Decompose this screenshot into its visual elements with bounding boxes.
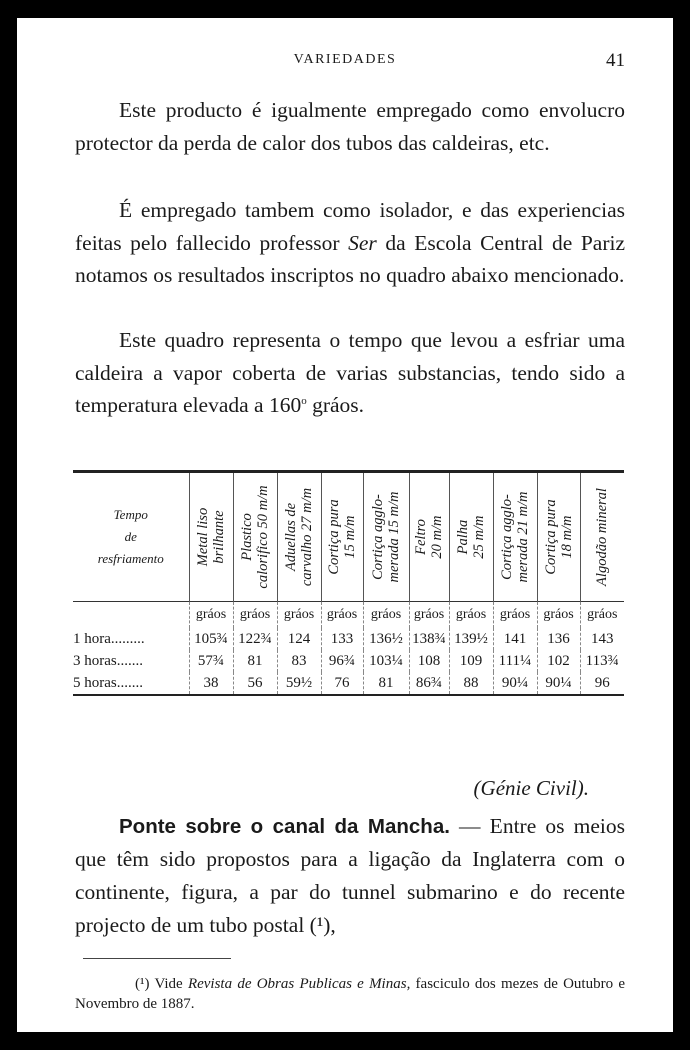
table-cell: 96¾ [321,650,363,672]
unit-cell: gráos [189,602,233,629]
row-header-line-1: Tempo [113,507,148,522]
table-cell: 81 [233,650,277,672]
row-header [73,504,189,570]
column-header-cell [189,473,233,602]
column-header: Aduellas de carvalho 27 m/m [283,487,315,587]
paragraph-3-part-a: Este quadro representa o tempo que levou a esfriar uma caldeira a vapor coberta de varias substancias, tendo sido a temperatura elevada a 160 [75,328,625,418]
unit-cell: gráos [363,602,409,629]
unit-cell: gráos [321,602,363,629]
row-label: 1 hora......... [73,630,145,647]
table-cell: 136 [537,628,580,650]
table-cell: 56 [233,672,277,694]
column-header: Feltro 20 m/m [413,515,445,559]
column-header-cell [449,473,493,602]
table-cell: 139½ [449,628,493,650]
unit-cell: gráos [537,602,580,629]
cooling-table [73,470,624,696]
table-cell: 105¾ [189,628,233,650]
column-header: Plastico calorifico 50 m/m [239,485,271,589]
table-cell: 38 [189,672,233,694]
page-number: 41 [606,50,625,71]
cooling-data-table [73,473,624,694]
table-cell: 88 [449,672,493,694]
section-text: — Entre os meios que têm sido propostos para a ligação da Inglaterra com o continente, figura, a par do tunnel submarino e do recente projecto de um tubo postal (¹), [75,814,625,937]
running-head: VARIEDADES [293,52,397,67]
professor-name: Ser [348,230,377,255]
paragraph-2-text [75,194,625,292]
row-header-cell [73,473,189,602]
row-label: 5 horas....... [73,674,143,691]
section-paragraph [75,810,625,942]
page-header [17,48,673,72]
book-page [17,18,673,1032]
table-cell: 81 [363,672,409,694]
table-cell: 108 [409,650,449,672]
unit-cell: gráos [493,602,537,629]
table-row [73,628,624,650]
column-header-cell [363,473,409,602]
table-cell: 83 [277,650,321,672]
footnote-rest: fasciculo dos mezes de Outubro e Novembro de 1887. [75,976,625,1012]
table-cell: 111¼ [493,650,537,672]
table-cell: 122¾ [233,628,277,650]
footnote-rule [83,958,231,959]
row-header-line-3: resfriamento [97,551,164,566]
column-header-cell [277,473,321,602]
paragraph-3 [75,324,625,422]
unit-cell: gráos [233,602,277,629]
paragraph-1 [75,94,625,159]
units-label-cell [73,602,189,629]
paragraph-2-part-b: da Escola Central de Pariz notamos os resultados inscriptos no quadro abaixo mencionado. [75,230,625,288]
paragraph-1-text: Este producto é igualmente empregado como envolucro protector da perda de calor dos tubos das caldeiras, etc. [75,98,625,155]
column-header: Algodão mineral [594,488,611,586]
column-header: Cortiça pura 18 m/m [542,499,575,575]
table-cell: 103¼ [363,650,409,672]
paragraph-2 [75,194,625,292]
table-row [73,650,624,672]
section-title: Ponte sobre o canal da Mancha. [119,815,450,838]
table-cell: 90¼ [537,672,580,694]
column-header: Cortiça agglo- merada 15 m/m [370,491,402,583]
column-header-cell [233,473,277,602]
table-cell: 113¾ [580,650,624,672]
units-row [73,602,624,629]
table-row [73,672,624,694]
table-cell: 136½ [363,628,409,650]
table-cell: 59½ [277,672,321,694]
table-cell: 86¾ [409,672,449,694]
row-label: 3 horas....... [73,652,143,669]
paragraph-3-part-b: gráos. [306,393,365,418]
table-cell: 141 [493,628,537,650]
paragraph-3-text [75,324,625,422]
column-header-cell [321,473,363,602]
table-cell: 96 [580,672,624,694]
column-header-cell [493,473,537,602]
table-cell: 90¼ [493,672,537,694]
table-cell: 102 [537,650,580,672]
unit-cell: gráos [277,602,321,629]
column-header-cell [409,473,449,602]
unit-cell: gráos [580,602,624,629]
footnote-journal: Revista de Obras Publicas e Minas, [187,976,411,992]
table-cell: 143 [580,628,624,650]
table-cell: 57¾ [189,650,233,672]
table-cell: 133 [321,628,363,650]
table-header-row [73,473,624,602]
paragraph-2-part-a: É empregado tambem como isolador, e das experiencias feitas pelo fallecido professor [75,198,625,255]
degree-sign: o [301,395,307,408]
column-header-cell [580,473,624,602]
unit-cell: gráos [409,602,449,629]
footnote [75,974,625,1014]
table-bottom-rule [73,694,624,696]
citation: (Génie Civil). [473,776,589,800]
column-header-cell [537,473,580,602]
column-header: Palha 25 m/m [455,515,487,559]
column-header: Cortiça agglo- merada 21 m/m [499,491,531,583]
column-header: Cortiça pura 15 m/m [326,499,358,575]
table-cell: 124 [277,628,321,650]
table-cell: 76 [321,672,363,694]
unit-cell: gráos [449,602,493,629]
table-cell: 138¾ [409,628,449,650]
table-cell: 109 [449,650,493,672]
column-header: Metal liso brilhante [195,507,227,567]
row-header-line-2: de [124,529,137,544]
footnote-mark: (¹) Vide [135,976,188,992]
